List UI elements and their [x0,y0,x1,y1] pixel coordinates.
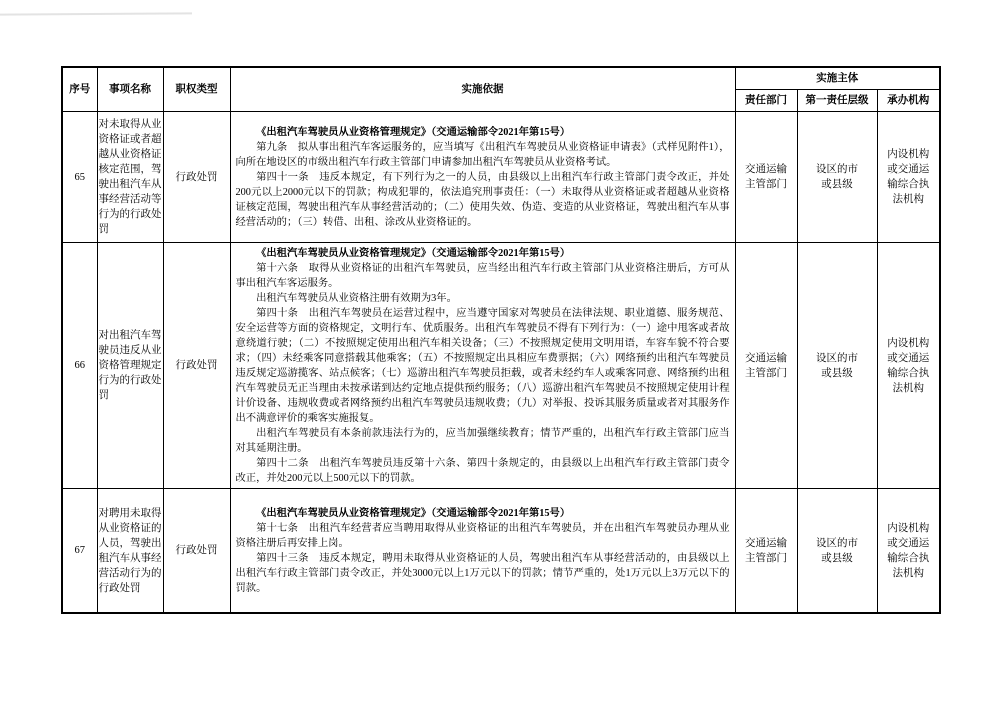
header-col-level: 第一责任层级 [797,90,877,112]
header-col-basis: 实施依据 [230,67,735,112]
row-66-item-name: 对出租汽车驾驶员违反从业资格管理规定行为的行政处罚 [97,243,163,489]
authority-items-table [61,66,941,614]
row-66-first-responsibility-level: 设区的市或县级 [797,243,877,489]
table-row-67 [62,489,940,614]
row-67-item-name: 对聘用未取得从业资格证的人员，驾驶出租汽车从事经营活动行为的行政处罚 [97,489,163,614]
table-row-65 [62,112,940,243]
header-col-no: 序号 [62,67,97,112]
row-66-undertaking-organization: 内设机构或交通运输综合执法机构 [877,243,940,489]
basis-title: 《出租汽车驾驶员从业资格管理规定》（交通运输部令2021年第15号） [256,507,571,519]
basis-paragraph: 第四十一条 违反本规定，有下列行为之一的人员，由县级以上出租汽车行政主管部门责令改正，并处200元以上2000元以下的罚款；构成犯罪的，依法追究刑事责任：（一）未取得从业资格证或者超越从业资格证核定范围，驾驶出租汽车从事经营活动的；（二）使用失效、伪造、变造的从业资格证，驾驶出租汽车从事经营活动的；（三）转借、出租、涂改从业资格证的。 [235,171,730,228]
row-67-first-responsibility-level: 设区的市或县级 [797,489,877,614]
basis-paragraph: 第十六条 取得从业资格证的出租汽车驾驶员，应当经出租汽车行政主管部门从业资格注册后，方可从事出租汽车客运服务。 [235,262,730,289]
row-66-authority-type: 行政处罚 [163,243,230,489]
basis-paragraph: 第九条 拟从事出租汽车客运服务的，应当填写《出租汽车驾驶员从业资格证申请表》（式样见附件1），向所在地设区的市级出租汽车行政主管部门申请参加出租汽车驾驶员从业资格考试。 [235,141,730,168]
header-col-type: 职权类型 [163,67,230,112]
header-row-1 [62,67,940,90]
row-66-implementation-basis [230,243,735,489]
row-67-implementation-basis [230,489,735,614]
page-edge-artifact [0,12,192,15]
row-67-number: 67 [62,489,97,614]
row-66-responsible-department: 交通运输主管部门 [735,243,797,489]
basis-paragraph: 出租汽车驾驶员有本条前款违法行为的，应当加强继续教育；情节严重的，出租汽车行政主管部门应当对其延期注册。 [235,427,730,454]
row-67-responsible-department: 交通运输主管部门 [735,489,797,614]
row-65-first-responsibility-level: 设区的市或县级 [797,112,877,243]
basis-paragraph: 第四十条 出租汽车驾驶员在运营过程中，应当遵守国家对驾驶员在法律法规、职业道德、服务规范、安全运营等方面的资格规定，文明行车、优质服务。出租汽车驾驶员不得有下列行为：（一）途中甩客或者故意绕道行驶；（二）不按照规定使用出租汽车相关设备；（三）不按照规定使用文明用语，车容车貌不符合要求；（四）未经乘客同意搭载其他乘客；（五）不按照规定出具相应车费票据；（六）网络预约出租汽车驾驶员违反规定巡游揽客、站点候客；（七）巡游出租汽车驾驶员拒载，或者未经约车人或乘客同意、网络预约出租汽车驾驶员无正当理由未按承诺到达约定地点提供预约服务；（八）巡游出租汽车驾驶员不按照规定使用计程计价设备、违规收费或者网络预约出租汽车驾驶员违规收费；（九）对举报、投诉其服务质量或者对其服务作出不满意评价的乘客实施报复。 [235,307,730,424]
header-col-dept: 责任部门 [735,90,797,112]
row-65-implementation-basis [230,112,735,243]
basis-paragraph: 第四十二条 出租汽车驾驶员违反第十六条、第四十条规定的，由县级以上出租汽车行政主管部门责令改正，并处200元以上500元以下的罚款。 [235,457,730,484]
basis-paragraph: 第十七条 出租汽车经营者应当聘用取得从业资格证的出租汽车驾驶员，并在出租汽车驾驶员办理从业资格注册后再安排上岗。 [235,522,730,549]
row-67-undertaking-organization: 内设机构或交通运输综合执法机构 [877,489,940,614]
basis-paragraph: 出租汽车驾驶员从业资格注册有效期为3年。 [256,292,457,304]
row-65-number: 65 [62,112,97,243]
header-col-org: 承办机构 [877,90,940,112]
header-col-subject: 实施主体 [735,67,940,90]
row-66-number: 66 [62,243,97,489]
table-row-66 [62,243,940,489]
basis-paragraph: 第四十三条 违反本规定，聘用未取得从业资格证的人员，驾驶出租汽车从事经营活动的，由县级以上出租汽车行政主管部门责令改正，并处3000元以上1万元以下的罚款；情节严重的，处1万元以上3万元以下的罚款。 [235,552,730,594]
row-65-authority-type: 行政处罚 [163,112,230,243]
row-65-undertaking-organization: 内设机构或交通运输综合执法机构 [877,112,940,243]
row-67-authority-type: 行政处罚 [163,489,230,614]
header-col-name: 事项名称 [97,67,163,112]
row-65-responsible-department: 交通运输主管部门 [735,112,797,243]
basis-title: 《出租汽车驾驶员从业资格管理规定》（交通运输部令2021年第15号） [256,126,571,138]
basis-title: 《出租汽车驾驶员从业资格管理规定》（交通运输部令2021年第15号） [256,247,571,259]
row-65-item-name: 对未取得从业资格证或者超越从业资格证核定范围，驾驶出租汽车从事经营活动等行为的行政处罚 [97,112,163,243]
